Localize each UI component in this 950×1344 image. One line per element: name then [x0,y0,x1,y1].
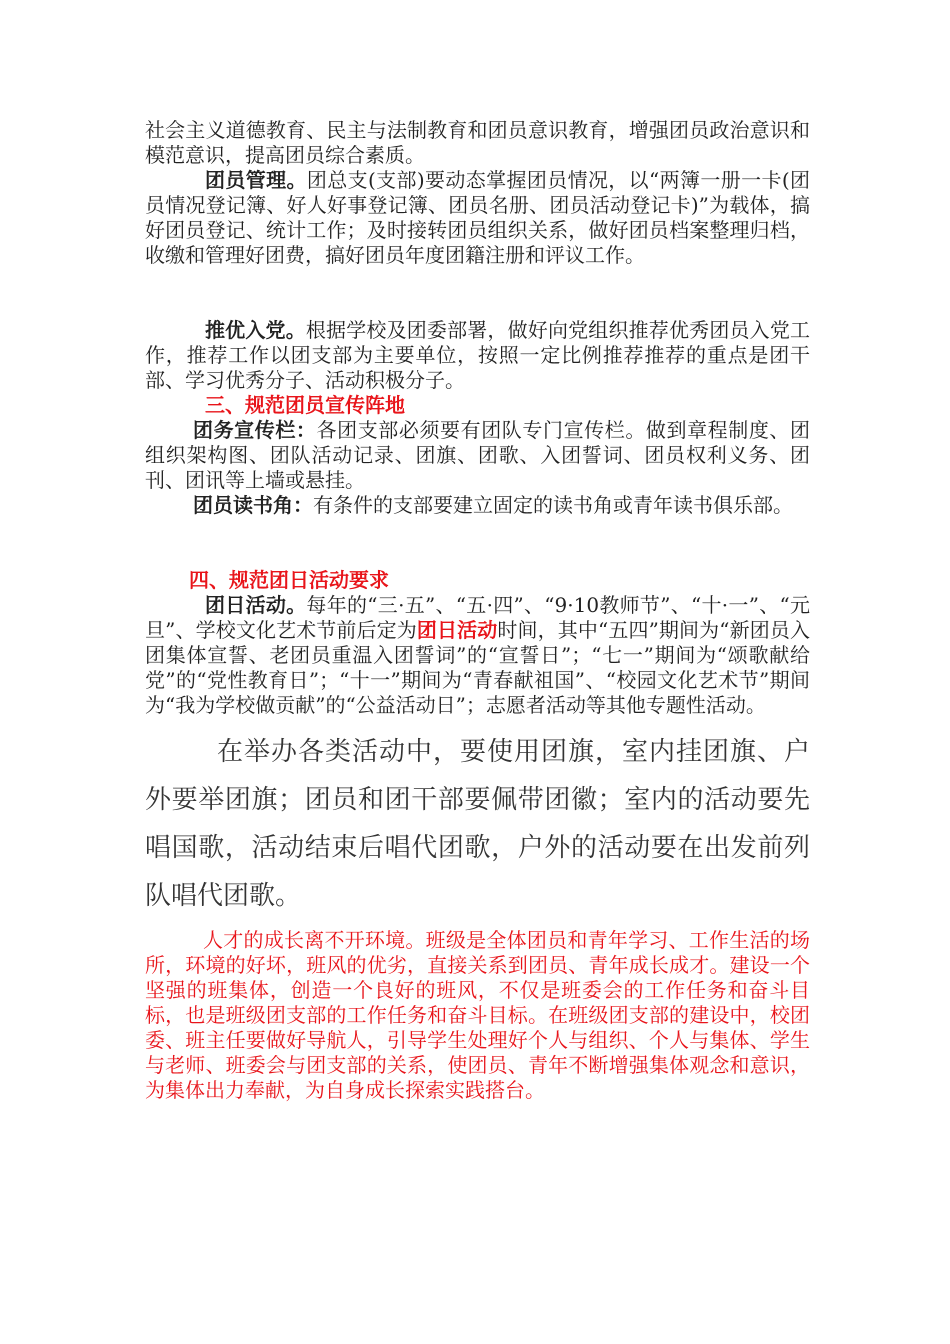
lead-bulletin-board: 团务宣传栏： [193,418,317,442]
spacer [145,920,810,928]
paragraph-league-day [145,593,810,718]
lead-reading-corner: 团员读书角： [193,493,313,517]
text-reading-corner: 有条件的支部要建立固定的读书角或青年读书俱乐部。 [313,493,793,517]
text-league-day-before: 每年的“三·五”、“五·四”、“9·10教师节”、“十·一”、“元旦”、学校文化艺术节前后定为 [145,593,811,642]
heading-section-3: 三、规范团员宣传阵地 [205,393,405,417]
paragraph-bulletin-board [145,418,810,493]
paragraph-recommend-party [145,318,810,393]
paragraph-flag-anthem: 在举办各类活动中，要使用团旗，室内挂团旗、户外要举团旗；团员和团干部要佩带团徽；室内的活动要先唱国歌，活动结束后唱代团歌，户外的活动要在出发前列队唱代团歌。 [145,737,810,911]
text-bulletin-board: 各团支部必须要有团队专门宣传栏。做到章程制度、团组织架构图、团队活动记录、团旗、团歌、入团誓词、团员权利义务、团刊、团讯等上墙或悬挂。 [145,418,811,492]
text-league-day-after: 时间，其中“五四”期间为“新团员入团集体宣誓、老团员重温入团誓词”的“宣誓日”；“七一”期间为“颂歌献给党”的“党性教育日”；“十一”期间为“青春献祖国”、“校园文化艺术节”期间为“我为学校做贡献”的“公益活动日”；志愿者活动等其他专题性活动。 [145,618,810,717]
heading-section-4: 四、规范团日活动要求 [189,568,389,592]
spacer [145,518,810,568]
paragraph-member-management [145,168,810,268]
document-page [145,118,810,1103]
text-member-management: 团总支(支部)要动态掌握团员情况，以“两簿一册一卡(团员情况登记簿、好人好事登记簿、团员名册、团员活动登记卡)”为载体，搞好团员登记、统计工作；及时接转团员组织关系，做好团员档案整理归档，收缴和管理好团费，搞好团员年度团籍注册和评议工作。 [145,168,811,267]
spacer [145,718,810,728]
spacer [145,268,810,318]
highlight-league-day: 团日活动 [416,618,498,642]
paragraph-reading-corner [145,493,810,518]
lead-league-day: 团日活动。 [205,593,307,617]
lead-recommend-party: 推优入党。 [205,318,306,342]
paragraph-talent-environment: 人才的成长离不开环境。班级是全体团员和青年学习、工作生活的场所，环境的好坏，班风的优劣，直接关系到团员、青年成长成才。建设一个坚强的班集体，创造一个良好的班风，不仅是班委会的工作任务和奋斗目标，也是班级团支部的工作任务和奋斗目标。在班级团支部的建设中，校团委、班主任要做好导航人，引导学生处理好个人与组织、个人与集体、学生与老师、班委会与团支部的关系，使团员、青年不断增强集体观念和意识，为集体出力奉献，为自身成长探索实践搭台。 [145,928,810,1102]
text-recommend-party: 根据学校及团委部署，做好向党组织推荐优秀团员入党工作，推荐工作以团支部为主要单位，按照一定比例推荐推荐的重点是团干部、学习优秀分子、活动积极分子。 [145,318,811,392]
paragraph-moral-education: 社会主义道德教育、民主与法制教育和团员意识教育，增强团员政治意识和模范意识，提高团员综合素质。 [145,118,810,167]
lead-member-management: 团员管理。 [205,168,307,192]
